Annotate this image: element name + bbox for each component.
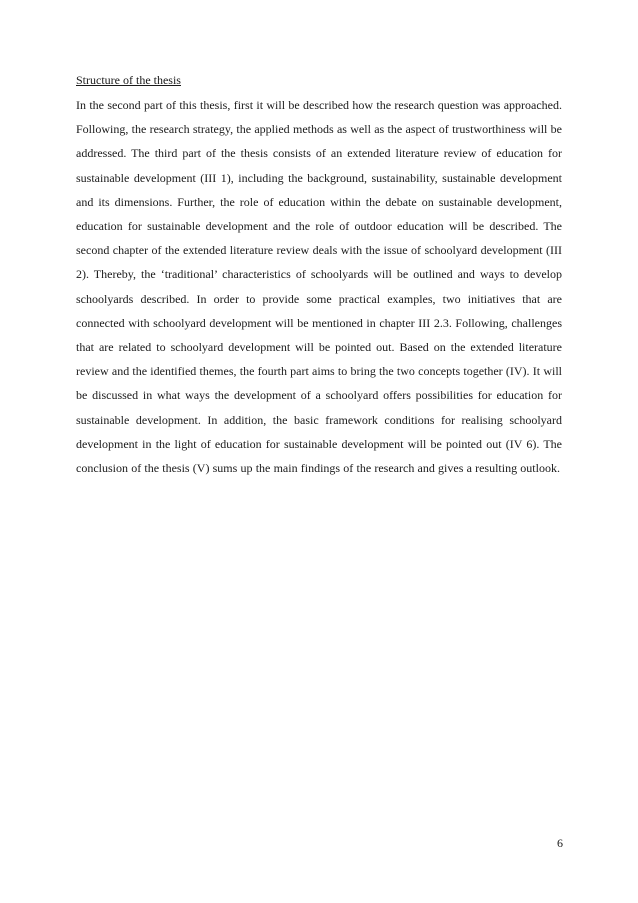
section-heading: Structure of the thesis bbox=[76, 73, 181, 87]
page-number: 6 bbox=[557, 836, 563, 850]
body-paragraph: In the second part of this thesis, first it will be described how the research question was approached. Following, the research strategy, the applied methods as well as the aspect of trustworthiness will be addressed. The third part of the thesis consists of an extended literature review of education for sustainable development (III 1), including the background, sustainability, sustainable development and its dimensions. Further, the role of education within the debate on sustainable development, education for sustainable development and the role of outdoor education will be described. The second chapter of the extended literature review deals with the issue of schoolyard development (III 2). Thereby, the ‘traditional’ characteristics of schoolyards will be outlined and ways to develop schoolyards described. In order to provide some practical examples, two initiatives that are connected with schoolyard development will be mentioned in chapter III 2.3. Following, challenges that are related to schoolyard development will be pointed out. Based on the extended literature review and the identified themes, the fourth part aims to bring the two concepts together (IV). It will be discussed in what ways the development of a schoolyard offers possibilities for education for sustainable development. In addition, the basic framework conditions for realising schoolyard development in the light of education for sustainable development will be pointed out (IV 6). The conclusion of the thesis (V) sums up the main findings of the research and gives a resulting outlook. bbox=[76, 98, 562, 476]
page-content bbox=[76, 70, 562, 480]
